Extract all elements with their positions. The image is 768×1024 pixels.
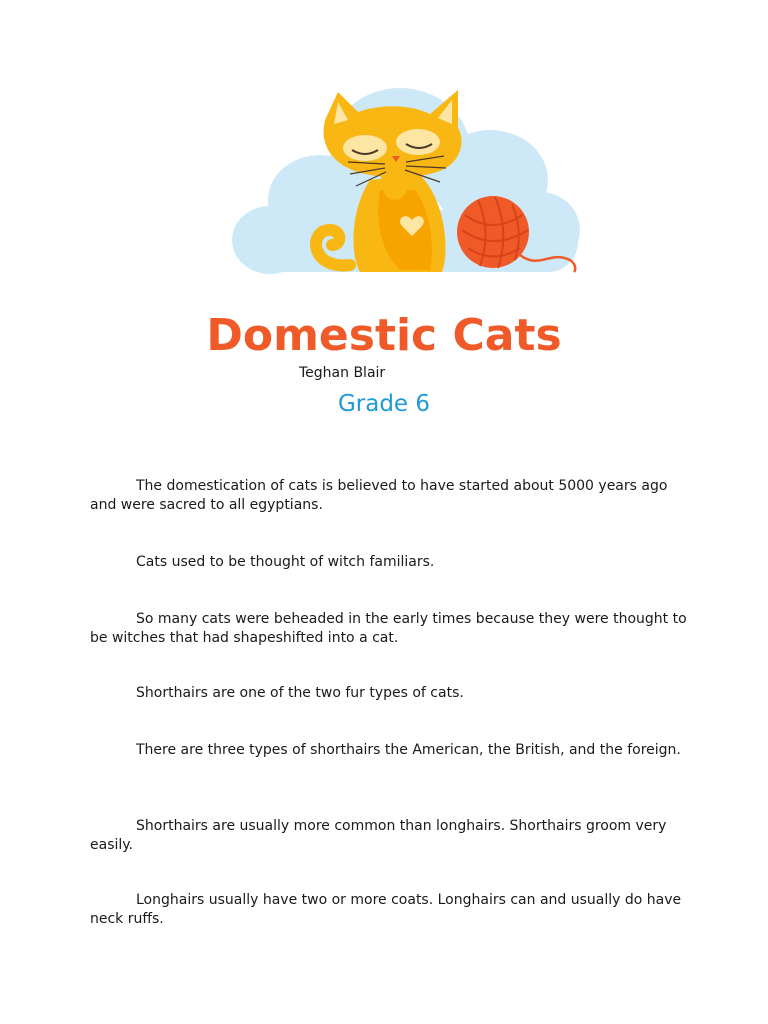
grade-label: Grade 6 xyxy=(337,391,431,417)
cat-with-yarn-icon xyxy=(230,80,582,280)
paragraph: The domestication of cats is believed to have started about 5000 years ago and were sacred to all egyptians. xyxy=(90,478,668,513)
paragraph: So many cats were beheaded in the early times because they were thought to be witches that had shapeshifted into a cat. xyxy=(90,611,687,646)
paragraph: There are three types of shorthairs the American, the British, and the foreign. xyxy=(136,742,681,758)
author-name: Teghan Blair xyxy=(299,365,386,381)
paragraph: Cats used to be thought of witch familiars. xyxy=(136,554,435,570)
paragraph: Shorthairs are one of the two fur types of cats. xyxy=(136,685,464,701)
paragraph: Shorthairs are usually more common than longhairs. Shorthairs groom very easily. xyxy=(90,818,667,853)
paragraph: Longhairs usually have two or more coats. Longhairs can and usually do have neck ruffs. xyxy=(90,892,682,927)
cat-illustration xyxy=(230,80,582,280)
document-title: Domestic Cats xyxy=(206,310,562,361)
